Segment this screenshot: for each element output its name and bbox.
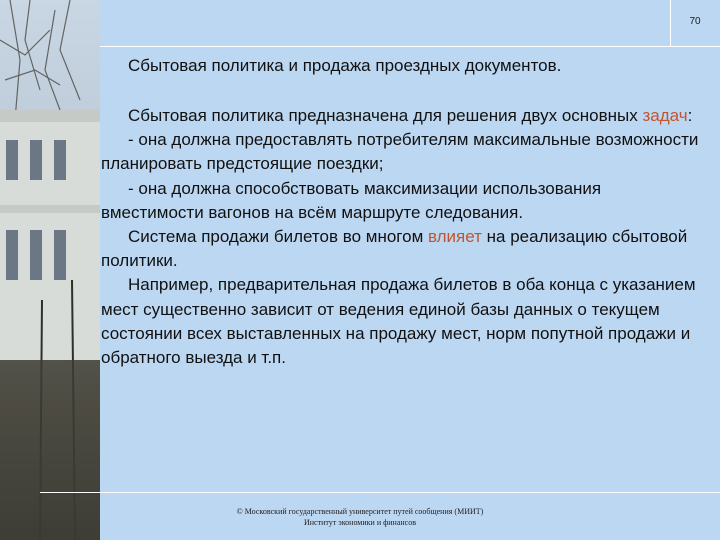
header-divider (100, 46, 720, 47)
paragraph-point-2 (101, 177, 701, 225)
text-run: Сбытовая политика предназначена для решения двух основных (128, 106, 643, 125)
highlighted-word: задач (642, 106, 688, 125)
text-run: - она должна предоставлять потребителям максимальные возможности планировать предстоящие поездки; (101, 130, 699, 174)
text-run: - она должна способствовать максимизации использования вместимости вагонов на всём маршруте следования. (101, 178, 602, 222)
paragraph-system (101, 225, 701, 273)
text-run: : (687, 106, 693, 125)
highlighted-word: влияет (427, 227, 482, 247)
page-number: 70 (689, 16, 701, 27)
footer (150, 506, 570, 528)
paragraph-point-1 (101, 128, 701, 176)
text-run: Система продажи билетов во многом (128, 227, 428, 247)
slide-title: Сбытовая политика и продажа проездных документов. (128, 56, 562, 75)
text-run: на реализацию сбытовой политики. (101, 227, 688, 271)
paragraph-intro (101, 104, 701, 128)
footer-divider (40, 492, 720, 493)
paragraph-example (101, 273, 701, 370)
footer-institute: Институт экономики и финансов (303, 518, 416, 527)
slide-body (101, 104, 701, 370)
text-run: Например, предварительная продажа билетов в оба конца с указанием мест существенно зависит от ведения единой базы данных о текущем состоянии всех выставленных на продажу мест, норм попутной продажи и обратного выезда и т.п. (101, 275, 696, 368)
building-photo (0, 0, 100, 540)
footer-university: © Московский государственный университет путей сообщения (МИИТ) (236, 507, 484, 516)
page-number-divider (670, 0, 671, 46)
